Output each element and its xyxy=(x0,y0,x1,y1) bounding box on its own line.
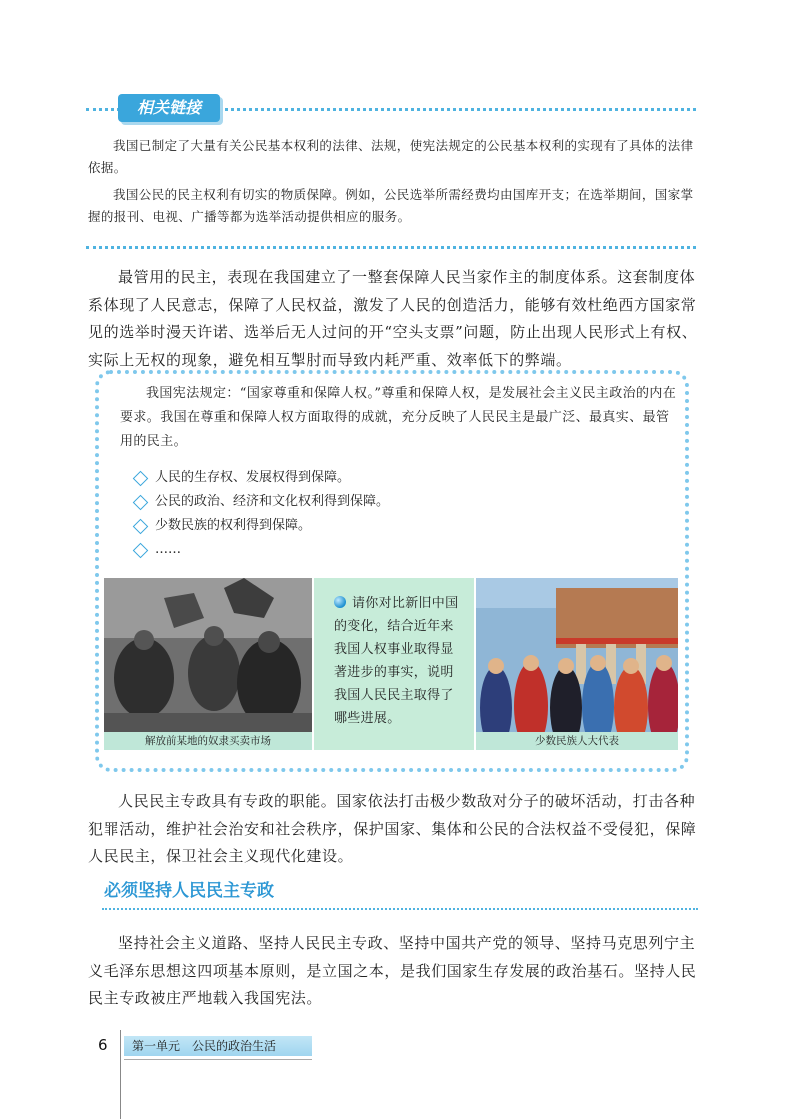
list-item: 少数民族的权利得到保障。 xyxy=(132,514,389,538)
list-item: 公民的政治、经济和文化权利得到保障。 xyxy=(132,490,389,514)
heading-underline xyxy=(102,908,698,910)
link-box-tag: 相关链接 xyxy=(118,94,220,122)
section-heading: 必须坚持人民民主专政 xyxy=(104,881,274,901)
rights-box-intro: 我国宪法规定：“国家尊重和保障人权。”尊重和保障人权，是发展社会主义民主政治的内在要求。我国在尊重和保障人权方面取得的成就，充分反映了人民民主是最广泛、最真实、最管用的民主。 xyxy=(120,386,677,449)
question-text: 请你对比新旧中国的变化，结合近年来我国人权事业取得显著进步的事实，说明我国人民民主取得了哪些进展。 xyxy=(334,596,459,726)
footer-vertical-rule xyxy=(120,1030,121,1119)
list-item: 人民的生存权、发展权得到保障。 xyxy=(132,466,389,490)
minority-deputies-photo xyxy=(476,578,678,750)
link-box-bottom-border xyxy=(86,246,696,249)
rights-list xyxy=(132,466,389,562)
left-photo-caption: 解放前某地的奴隶买卖市场 xyxy=(104,732,312,750)
link-box-paragraph-2: 我国公民的民主权利有切实的物质保障。例如，公民选举所需经费均由国库开支；在选举期间，国家掌握的报刊、电视、广播等都为选举活动提供相应的服务。 xyxy=(88,187,694,224)
diamond-bullet-icon xyxy=(133,542,149,558)
diamond-bullet-icon xyxy=(133,518,149,534)
footer-rule xyxy=(124,1059,312,1060)
diamond-bullet-icon xyxy=(133,470,149,486)
link-box-paragraph-1: 我国已制定了大量有关公民基本权利的法律、法规，使宪法规定的公民基本权利的实现有了具体的法律依据。 xyxy=(88,138,694,175)
unit-title-bar: 第一单元 公民的政治生活 xyxy=(124,1036,312,1056)
slave-market-photo xyxy=(104,578,312,750)
page-number: 6 xyxy=(98,1036,108,1054)
main-paragraph-1: 最管用的民主，表现在我国建立了一整套保障人民当家作主的制度体系。这套制度体系体现了人民意志，保障了人民权益，激发了人民的创造活力，能够有效杜绝西方国家常见的选举时漫天许诺、选举后无人过问的开“空头支票”问题，防止出现人民形式上有权、实际上无权的现象，避免相互掣肘而导致内耗严重、效率低下的弊端。 xyxy=(88,268,698,369)
main-paragraph-3: 坚持社会主义道路、坚持人民民主专政、坚持中国共产党的领导、坚持马克思列宁主义毛泽东思想这四项基本原则，是立国之本，是我们国家生存发展的政治基石。坚持人民民主专政被庄严地载入我国宪法。 xyxy=(88,934,697,1008)
right-photo-caption: 少数民族人大代表 xyxy=(476,732,678,750)
main-paragraph-2: 人民民主专政具有专政的职能。国家依法打击极少数敌对分子的破坏活动，打击各种犯罪活动，维护社会治安和社会秩序，保护国家、集体和公民的合法权益不受侵犯，保障人民民主，保卫社会主义现代化建设。 xyxy=(88,792,697,866)
list-item: …… xyxy=(132,538,389,562)
question-bubble-icon xyxy=(334,596,346,608)
diamond-bullet-icon xyxy=(133,494,149,510)
